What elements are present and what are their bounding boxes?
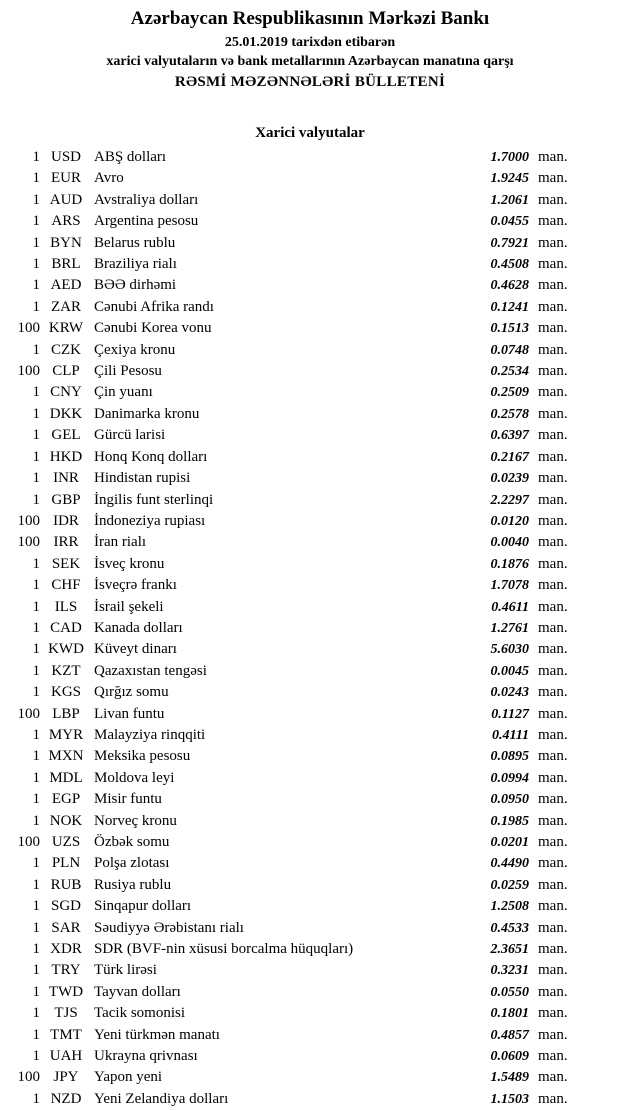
unit-label: man. (538, 213, 568, 230)
bank-name: Azərbaycan Respublikasının Mərkəzi Bankı (130, 8, 490, 29)
currency-code: AUD (49, 191, 83, 208)
unit-label: man. (538, 941, 568, 958)
currency-code: CZK (51, 341, 81, 358)
rate-value: 0.0748 (490, 342, 529, 358)
quantity: 1 (32, 577, 40, 594)
rate-value: 0.0120 (490, 513, 529, 529)
rate-row (8, 896, 576, 917)
rate-row (8, 768, 576, 789)
rate-row (8, 425, 576, 446)
currency-code: ILS (54, 598, 78, 615)
currency-name: Malayziya rinqqiti (94, 726, 206, 743)
currency-code: AED (50, 277, 82, 294)
currency-code: SAR (51, 919, 81, 936)
currency-name: Çili Pesosu (94, 363, 162, 380)
rate-row (8, 1046, 576, 1067)
currency-code: KWD (48, 641, 84, 658)
rate-row (8, 725, 576, 746)
unit-label: man. (538, 748, 568, 765)
currency-name: Türk lirəsi (94, 962, 157, 979)
quantity: 100 (17, 363, 40, 380)
unit-label: man. (538, 512, 568, 529)
quantity: 1 (32, 962, 40, 979)
quantity: 1 (32, 619, 40, 636)
unit-label: man. (538, 684, 568, 701)
rate-row (8, 233, 576, 254)
currency-code: MDL (49, 769, 83, 786)
currency-code: GEL (51, 427, 81, 444)
rate-row (8, 939, 576, 960)
quantity: 1 (32, 876, 40, 893)
quantity: 100 (17, 834, 40, 850)
rate-row (8, 147, 576, 168)
rate-row (8, 468, 576, 489)
currency-name: Gürcü larisi (94, 427, 166, 444)
quantity: 1 (32, 662, 40, 679)
unit-label: man. (538, 1048, 568, 1065)
rates-table (0, 147, 620, 1110)
rate-row (8, 275, 576, 296)
unit-label: man. (538, 769, 568, 786)
rate-row (8, 361, 576, 382)
quantity: 1 (32, 812, 40, 829)
currency-name: SDR (BVF-nin xüsusi borcalma hüquqları) (94, 941, 354, 958)
currency-name: Tayvan dolları (94, 983, 181, 1000)
rate-row (8, 597, 576, 618)
rate-value: 0.1127 (491, 706, 529, 722)
rate-row (8, 297, 576, 318)
unit-label: man. (538, 277, 568, 294)
currency-code: JPY (53, 1069, 79, 1086)
rate-row (8, 639, 576, 660)
currency-name: Livan funtu (94, 705, 165, 722)
currency-code: EGP (51, 791, 81, 808)
currency-name: Avstraliya dolları (94, 191, 199, 208)
rate-value: 0.1513 (490, 321, 529, 337)
currency-code: KRW (48, 320, 84, 337)
rate-value: 0.0201 (490, 835, 529, 850)
quantity: 100 (17, 705, 40, 722)
unit-label: man. (538, 1026, 568, 1043)
rate-value: 0.7921 (490, 235, 529, 251)
rate-row (8, 918, 576, 939)
rate-value: 0.2509 (490, 385, 529, 401)
currency-name: İsveç kronu (94, 555, 165, 572)
unit-label: man. (538, 298, 568, 315)
currency-name: ABŞ dolları (94, 149, 167, 165)
rate-row (8, 704, 576, 725)
unit-label: man. (538, 619, 568, 636)
rate-value: 0.0045 (490, 663, 529, 679)
currency-code: MYR (48, 726, 84, 743)
rate-value: 0.0895 (490, 749, 529, 765)
quantity: 1 (32, 898, 40, 915)
currency-code: DKK (49, 405, 83, 422)
rate-value: 2.2297 (490, 492, 529, 508)
rate-value: 0.4611 (491, 599, 529, 615)
rate-row (8, 1089, 576, 1110)
currency-code: SEK (51, 555, 81, 572)
quantity: 100 (17, 320, 40, 337)
quantity: 1 (32, 277, 40, 294)
bulletin-header (0, 8, 620, 91)
unit-label: man. (538, 919, 568, 936)
currency-code: LBP (52, 705, 80, 722)
quantity: 1 (32, 1090, 40, 1107)
unit-label: man. (538, 363, 568, 380)
unit-label: man. (538, 234, 568, 251)
currency-code: CNY (50, 384, 82, 401)
currency-name: İngilis funt sterlinqi (94, 491, 214, 508)
unit-label: man. (538, 983, 568, 1000)
rate-value: 5.6030 (490, 642, 529, 658)
rate-row (8, 575, 576, 596)
rate-row (8, 404, 576, 425)
currency-name: Ukrayna qrivnası (94, 1048, 198, 1065)
rate-value: 0.1241 (490, 299, 529, 315)
currency-code: ZAR (51, 298, 81, 315)
currency-code: GBP (51, 491, 81, 508)
unit-label: man. (538, 876, 568, 893)
quantity: 1 (32, 769, 40, 786)
currency-name: Yeni türkmən manatı (94, 1026, 220, 1043)
currency-name: Yeni Zelandiya dolları (94, 1090, 229, 1107)
bulletin-subtitle: xarici valyutaların və bank metallarının Azərbaycan manatına qarşı (106, 54, 514, 69)
unit-label: man. (538, 1005, 568, 1022)
rate-row (8, 960, 576, 981)
quantity: 1 (32, 941, 40, 958)
currency-name: İran rialı (94, 534, 147, 551)
currency-code: TMT (50, 1026, 82, 1043)
rate-row (8, 382, 576, 403)
rate-row (8, 1025, 576, 1046)
unit-label: man. (538, 191, 568, 208)
rate-value: 0.0040 (490, 535, 529, 551)
currency-name: Moldova leyi (94, 769, 175, 786)
unit-label: man. (538, 1069, 568, 1086)
unit-label: man. (538, 1090, 568, 1107)
currency-code: TWD (48, 983, 84, 1000)
unit-label: man. (538, 256, 568, 273)
unit-label: man. (538, 555, 568, 572)
rate-value: 0.4508 (490, 257, 529, 273)
rate-value: 0.4490 (490, 856, 529, 872)
unit-label: man. (538, 834, 568, 850)
currency-name: Avro (94, 170, 124, 187)
quantity: 1 (32, 983, 40, 1000)
rate-value: 0.0455 (490, 214, 529, 230)
currency-code: USD (50, 149, 81, 165)
rate-value: 0.0994 (490, 770, 529, 786)
rate-value: 0.0609 (490, 1049, 529, 1065)
rate-row (8, 853, 576, 874)
currency-name: Norveç kronu (94, 812, 177, 829)
unit-label: man. (538, 962, 568, 979)
unit-label: man. (538, 470, 568, 487)
currency-name: Səudiyyə Ərəbistanı rialı (94, 919, 244, 936)
rate-value: 0.1801 (490, 1006, 529, 1022)
currency-name: Cənubi Korea vonu (94, 320, 212, 337)
rate-row (8, 746, 576, 767)
rate-value: 1.7000 (490, 150, 529, 165)
unit-label: man. (538, 448, 568, 465)
rate-value: 0.6397 (490, 428, 529, 444)
currency-code: CHF (51, 577, 81, 594)
currency-code: RUB (50, 876, 82, 893)
currency-name: Argentina pesosu (94, 213, 199, 230)
quantity: 1 (32, 470, 40, 487)
quantity: 1 (32, 598, 40, 615)
quantity: 1 (32, 726, 40, 743)
rate-value: 0.2167 (490, 449, 529, 465)
currency-name: İndoneziya rupiası (94, 512, 206, 529)
quantity: 1 (32, 234, 40, 251)
bulletin-title: RƏSMİ MƏZƏNNƏLƏRİ BÜLLETENİ (174, 74, 446, 90)
rate-value: 0.2578 (490, 406, 529, 422)
unit-label: man. (538, 705, 568, 722)
quantity: 1 (32, 191, 40, 208)
quantity: 1 (32, 405, 40, 422)
currency-code: INR (53, 470, 79, 487)
unit-label: man. (538, 898, 568, 915)
unit-label: man. (538, 812, 568, 829)
quantity: 1 (32, 748, 40, 765)
effective-date: 25.01.2019 tarixdən etibarən (224, 35, 396, 50)
currency-name: İsrail şekeli (94, 598, 164, 615)
rate-value: 0.4111 (492, 727, 529, 743)
unit-label: man. (538, 855, 568, 872)
currency-code: KZT (51, 662, 81, 679)
rate-row (8, 532, 576, 553)
currency-code: TJS (54, 1005, 78, 1022)
rate-value: 1.7078 (490, 578, 529, 594)
rate-row (8, 254, 576, 275)
rate-row (8, 168, 576, 189)
rate-row (8, 211, 576, 232)
currency-code: IRR (53, 534, 79, 551)
currency-code: BRL (51, 256, 81, 273)
rate-value: 1.2061 (490, 192, 529, 208)
currency-code: EUR (51, 170, 81, 187)
currency-name: Küveyt dinarı (94, 641, 177, 658)
rate-value: 1.2508 (490, 899, 529, 915)
rate-row (8, 511, 576, 532)
currency-name: Sinqapur dolları (94, 898, 192, 915)
currency-code: SGD (50, 898, 81, 915)
quantity: 1 (32, 427, 40, 444)
rate-row (8, 554, 576, 575)
currency-name: İsveçrə frankı (94, 577, 177, 594)
currency-name: Danimarka kronu (94, 405, 200, 422)
unit-label: man. (538, 641, 568, 658)
rate-row (8, 811, 576, 832)
unit-label: man. (538, 662, 568, 679)
rate-value: 0.4857 (490, 1027, 529, 1043)
rate-row (8, 490, 576, 511)
rate-value: 1.9245 (490, 171, 529, 187)
rate-value: 0.1876 (490, 556, 529, 572)
rate-value: 0.0239 (490, 471, 529, 487)
unit-label: man. (538, 427, 568, 444)
rate-row (8, 190, 576, 211)
rate-value: 0.4628 (490, 278, 529, 294)
currency-code: MXN (48, 748, 84, 765)
currency-code: ARS (51, 213, 81, 230)
currency-code: CLP (52, 363, 80, 380)
quantity: 1 (32, 256, 40, 273)
currency-name: Yapon yeni (94, 1069, 163, 1086)
unit-label: man. (538, 149, 568, 165)
quantity: 1 (32, 448, 40, 465)
rate-row (8, 447, 576, 468)
currency-code: PLN (51, 855, 81, 872)
quantity: 1 (32, 791, 40, 808)
unit-label: man. (538, 791, 568, 808)
quantity: 1 (32, 170, 40, 187)
rate-value: 0.0243 (490, 685, 529, 701)
currency-code: KGS (50, 684, 81, 701)
unit-label: man. (538, 170, 568, 187)
quantity: 100 (17, 1069, 40, 1086)
unit-label: man. (538, 341, 568, 358)
rate-value: 0.0950 (490, 792, 529, 808)
quantity: 1 (32, 555, 40, 572)
currency-code: NZD (50, 1090, 82, 1107)
currency-code: CAD (50, 619, 82, 636)
currency-name: Kanada dolları (94, 619, 183, 636)
rate-row (8, 340, 576, 361)
currency-name: Çin yuanı (94, 384, 153, 401)
currency-name: Qazaxıstan tengəsi (94, 662, 207, 679)
currency-code: NOK (49, 812, 83, 829)
rate-row (8, 1067, 576, 1088)
unit-label: man. (538, 577, 568, 594)
currency-code: IDR (53, 512, 79, 529)
rate-row (8, 1003, 576, 1024)
currency-name: Braziliya rialı (94, 256, 177, 273)
currency-code: UAH (49, 1048, 83, 1065)
quantity: 1 (32, 298, 40, 315)
currency-name: Rusiya rublu (94, 876, 172, 893)
rate-value: 0.0550 (490, 984, 529, 1000)
quantity: 1 (32, 641, 40, 658)
quantity: 1 (32, 491, 40, 508)
currency-name: Polşa zlotası (94, 855, 170, 872)
rate-row (8, 875, 576, 896)
section-title-foreign-currencies: Xarici valyutalar (255, 125, 365, 141)
rate-row (8, 661, 576, 682)
quantity: 1 (32, 149, 40, 165)
currency-name: Belarus rublu (94, 234, 176, 251)
quantity: 1 (32, 855, 40, 872)
currency-name: Misir funtu (94, 791, 162, 808)
rate-row (8, 682, 576, 703)
quantity: 1 (32, 1005, 40, 1022)
rate-row (8, 618, 576, 639)
currency-name: Çexiya kronu (94, 341, 176, 358)
unit-label: man. (538, 405, 568, 422)
unit-label: man. (538, 320, 568, 337)
quantity: 100 (17, 534, 40, 551)
quantity: 1 (32, 919, 40, 936)
rate-value: 1.2761 (490, 620, 529, 636)
unit-label: man. (538, 384, 568, 401)
rate-value: 0.3231 (490, 963, 529, 979)
currency-name: Cənubi Afrika randı (94, 298, 214, 315)
quantity: 1 (32, 684, 40, 701)
quantity: 1 (32, 213, 40, 230)
currency-code: HKD (49, 448, 83, 465)
quantity: 1 (32, 384, 40, 401)
currency-code: UZS (51, 834, 81, 850)
unit-label: man. (538, 598, 568, 615)
rate-value: 2.3651 (490, 942, 529, 958)
currency-code: XDR (50, 941, 82, 958)
rate-row (8, 982, 576, 1003)
currency-name: Özbək somu (94, 834, 170, 850)
rate-value: 1.1503 (490, 1091, 529, 1107)
currency-code: TRY (51, 962, 81, 979)
currency-name: Meksika pesosu (94, 748, 191, 765)
rate-value: 0.2534 (490, 364, 529, 380)
rate-value: 1.5489 (490, 1070, 529, 1086)
rate-row (8, 789, 576, 810)
currency-name: Qırğız somu (94, 684, 169, 701)
unit-label: man. (538, 491, 568, 508)
rate-row (8, 318, 576, 339)
currency-name: Hindistan rupisi (94, 470, 191, 487)
currency-name: BƏƏ dirhəmi (94, 277, 177, 294)
rate-row (8, 832, 576, 853)
rate-value: 0.0259 (490, 877, 529, 893)
rate-value: 0.1985 (490, 813, 529, 829)
quantity: 100 (17, 512, 40, 529)
unit-label: man. (538, 534, 568, 551)
unit-label: man. (538, 726, 568, 743)
currency-code: BYN (50, 234, 82, 251)
currency-name: Tacik somonisi (94, 1005, 186, 1022)
quantity: 1 (32, 1026, 40, 1043)
currency-name: Honq Konq dolları (94, 448, 208, 465)
rate-value: 0.4533 (490, 920, 529, 936)
quantity: 1 (32, 341, 40, 358)
quantity: 1 (32, 1048, 40, 1065)
